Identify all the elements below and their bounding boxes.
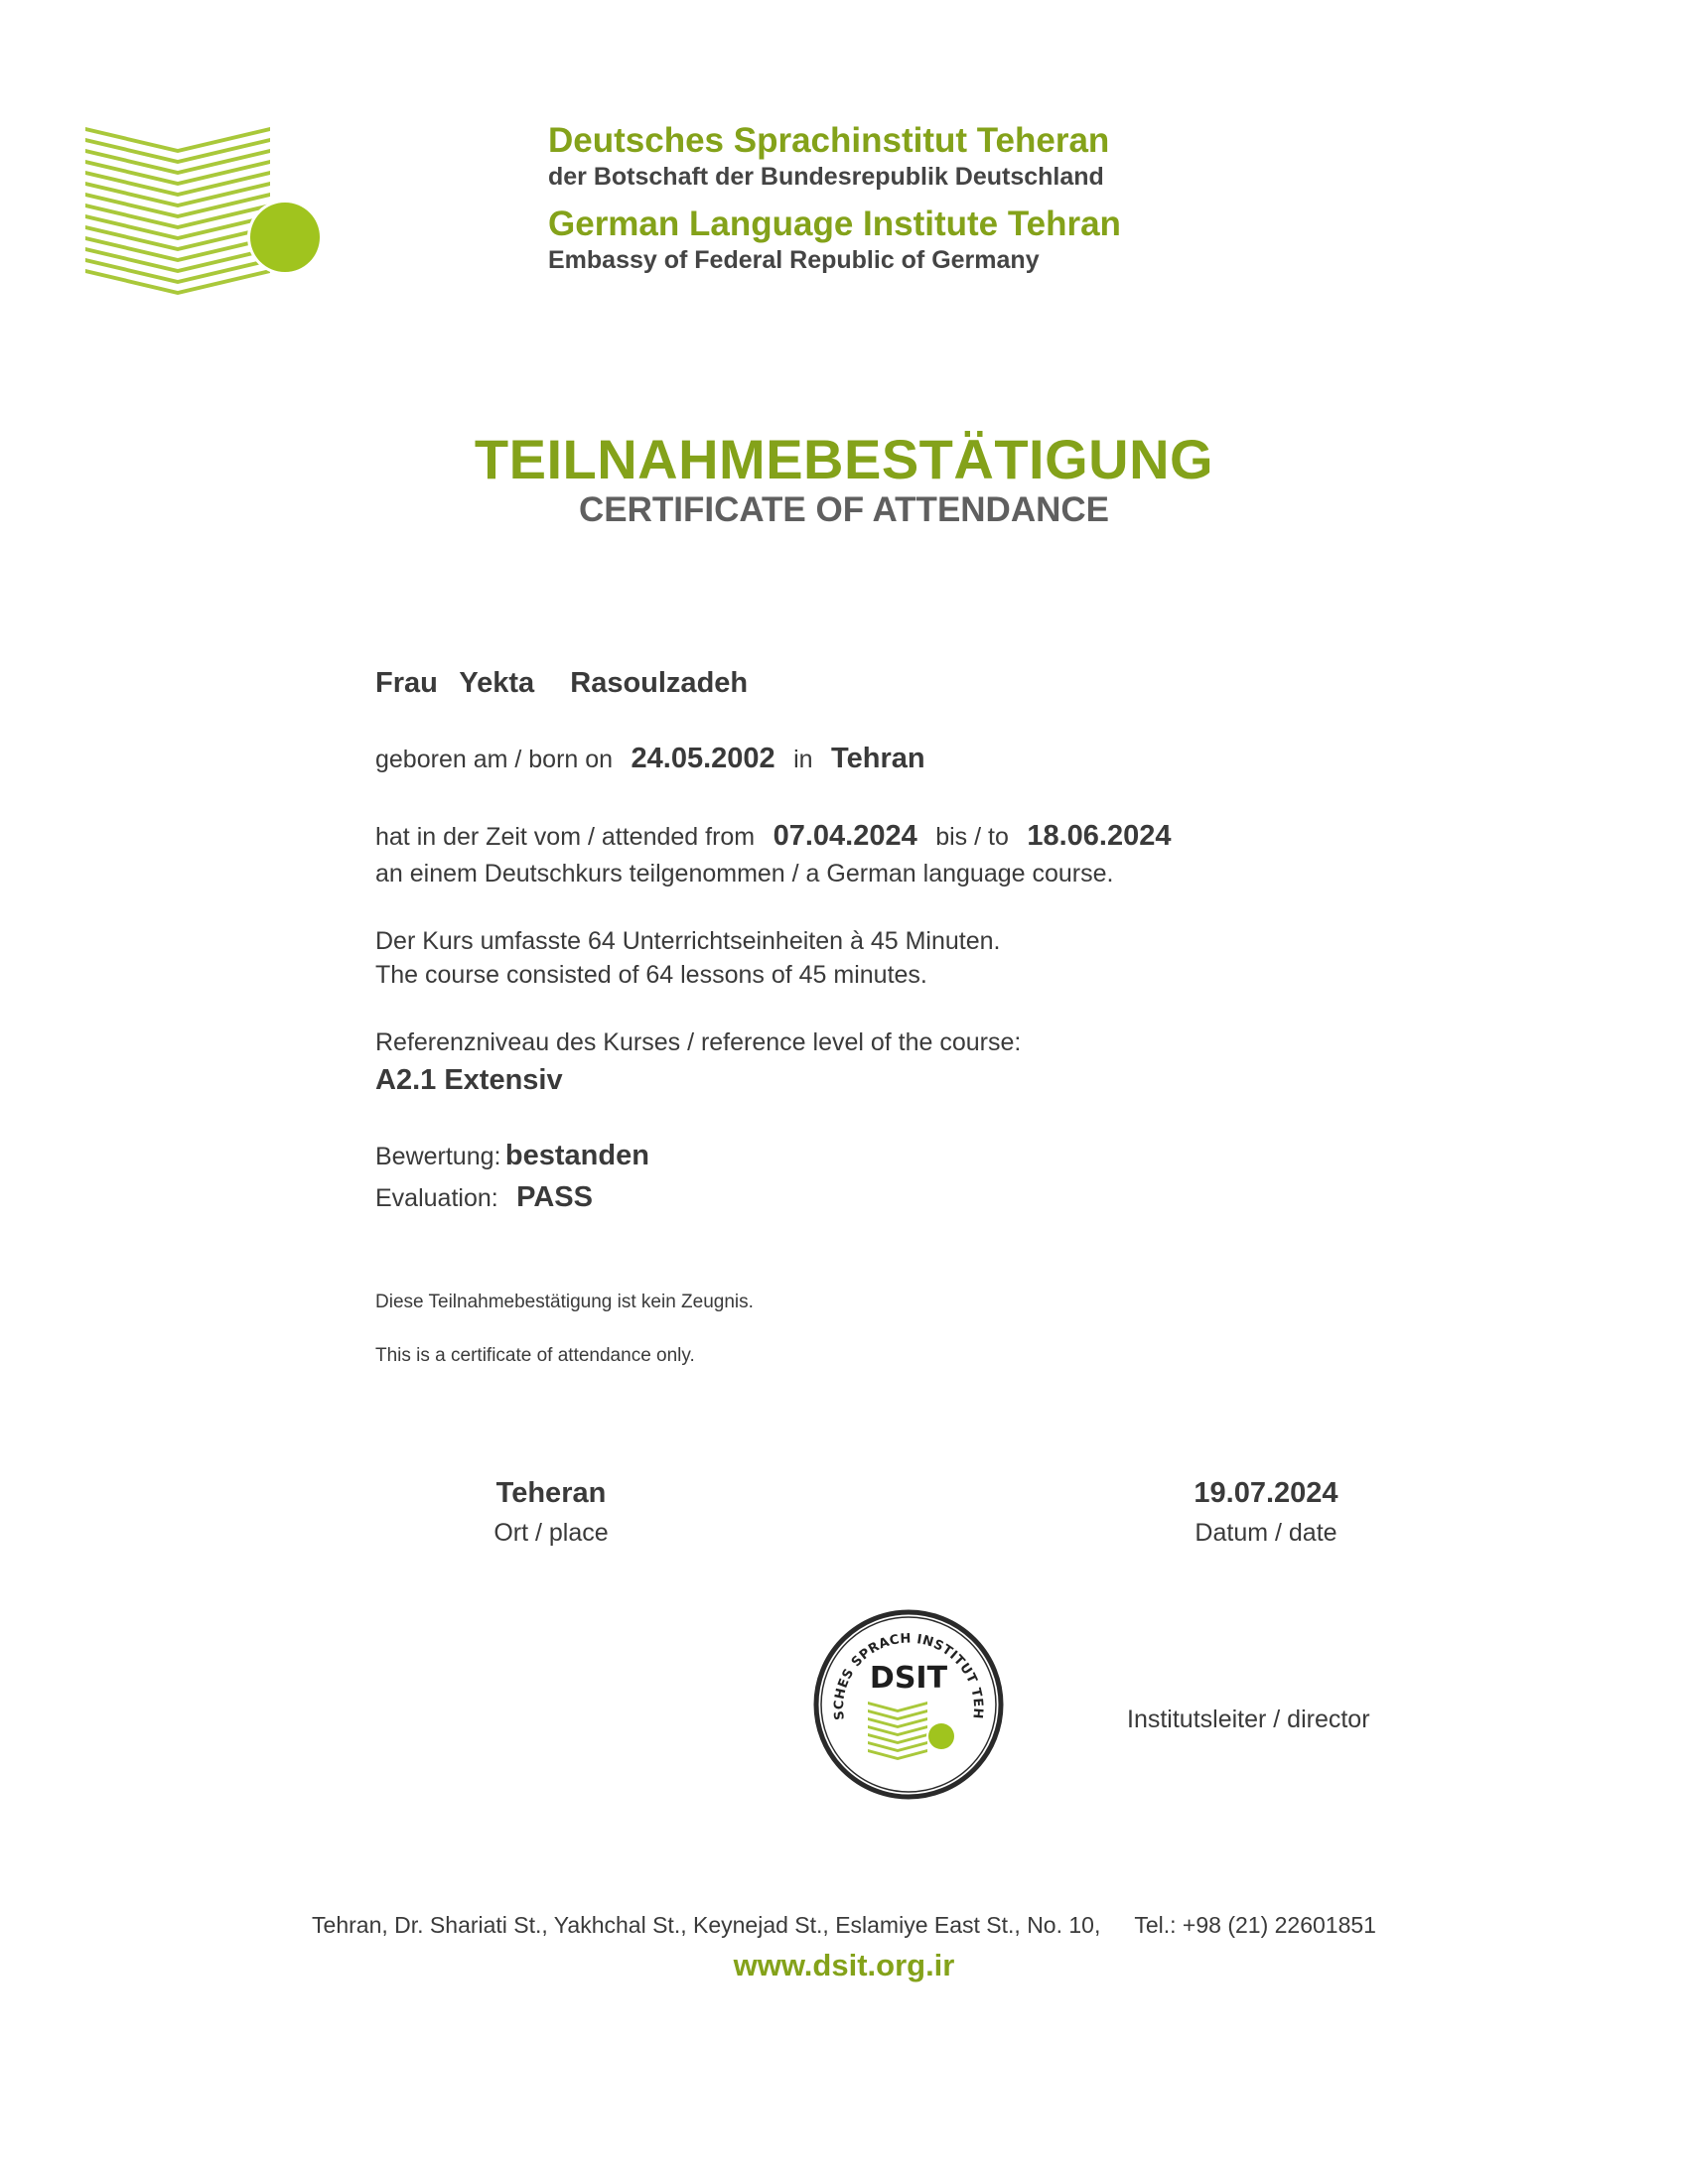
- evaluation-en-label: Evaluation:: [375, 1184, 498, 1212]
- birth-place: Tehran: [831, 743, 925, 774]
- first-name: Yekta: [459, 667, 535, 699]
- evaluation-de: [375, 1140, 649, 1172]
- evaluation-de-label: Bewertung:: [375, 1143, 501, 1170]
- attendance-to-label: bis / to: [935, 823, 1009, 851]
- signature-date-value: 19.07.2024: [1194, 1477, 1338, 1509]
- note-en: This is a certificate of attendance only.: [375, 1345, 695, 1366]
- last-name: Rasoulzadeh: [570, 667, 749, 699]
- attendance-line: [375, 820, 1171, 853]
- signature-place-value: Teheran: [495, 1477, 607, 1509]
- salutation: Frau: [375, 667, 438, 699]
- stamp-ring-text: SCHES SPRACH INSTITUT TEH: [831, 1631, 986, 1721]
- footer-website-link[interactable]: www.dsit.org.ir: [733, 1948, 955, 1982]
- birth-date: 24.05.2002: [631, 743, 775, 774]
- attendance-from: 07.04.2024: [773, 820, 917, 852]
- attendance-to: 18.06.2024: [1027, 820, 1172, 852]
- document-title-en: CERTIFICATE OF ATTENDANCE: [578, 490, 1110, 529]
- footer-contact: [0, 1912, 1688, 1939]
- evaluation-en: [375, 1181, 593, 1214]
- birth-in-label: in: [793, 746, 813, 773]
- note-de: Diese Teilnahmebestätigung ist kein Zeugnis.: [375, 1292, 754, 1312]
- signature-place-label: Ort / place: [493, 1519, 609, 1547]
- signature-date-label: Datum / date: [1195, 1519, 1337, 1547]
- header-en-subtitle: Embassy of Federal Republic of Germany: [548, 246, 1040, 274]
- header-en-title: German Language Institute Tehran: [548, 205, 1121, 243]
- institute-logo-icon: [85, 127, 336, 310]
- birth-line: [375, 743, 925, 775]
- footer-phone: Tel.: +98 (21) 22601851: [1134, 1912, 1376, 1938]
- birth-label: geboren am / born on: [375, 746, 614, 773]
- header-de-subtitle: der Botschaft der Bundesrepublik Deutschland: [548, 163, 1104, 191]
- director-label: Institutsleiter / director: [1127, 1706, 1370, 1733]
- course-line: an einem Deutschkurs teilgenommen / a German language course.: [375, 860, 1114, 887]
- header-de-title: Deutsches Sprachinstitut Teheran: [548, 121, 1110, 160]
- document-title-de: TEILNAHMEBESTÄTIGUNG: [474, 428, 1214, 490]
- course-description-de: Der Kurs umfasste 64 Unterrichtseinheiten à 45 Minuten.: [375, 927, 1001, 955]
- attendance-label: hat in der Zeit vom / attended from: [375, 823, 756, 851]
- course-description-en: The course consisted of 64 lessons of 45 minutes.: [375, 961, 927, 989]
- evaluation-en-value: PASS: [516, 1181, 593, 1213]
- level-value: A2.1 Extensiv: [375, 1064, 563, 1096]
- person-name: [375, 667, 748, 700]
- level-label: Referenzniveau des Kurses / reference level of the course:: [375, 1028, 1022, 1056]
- footer-address: Tehran, Dr. Shariati St., Yakhchal St., Keynejad St., Eslamiye East St., No. 10,: [312, 1912, 1101, 1938]
- stamp-center-text: DSIT: [869, 1661, 948, 1696]
- dsit-stamp-icon: [812, 1608, 1005, 1801]
- evaluation-de-value: bestanden: [504, 1140, 649, 1171]
